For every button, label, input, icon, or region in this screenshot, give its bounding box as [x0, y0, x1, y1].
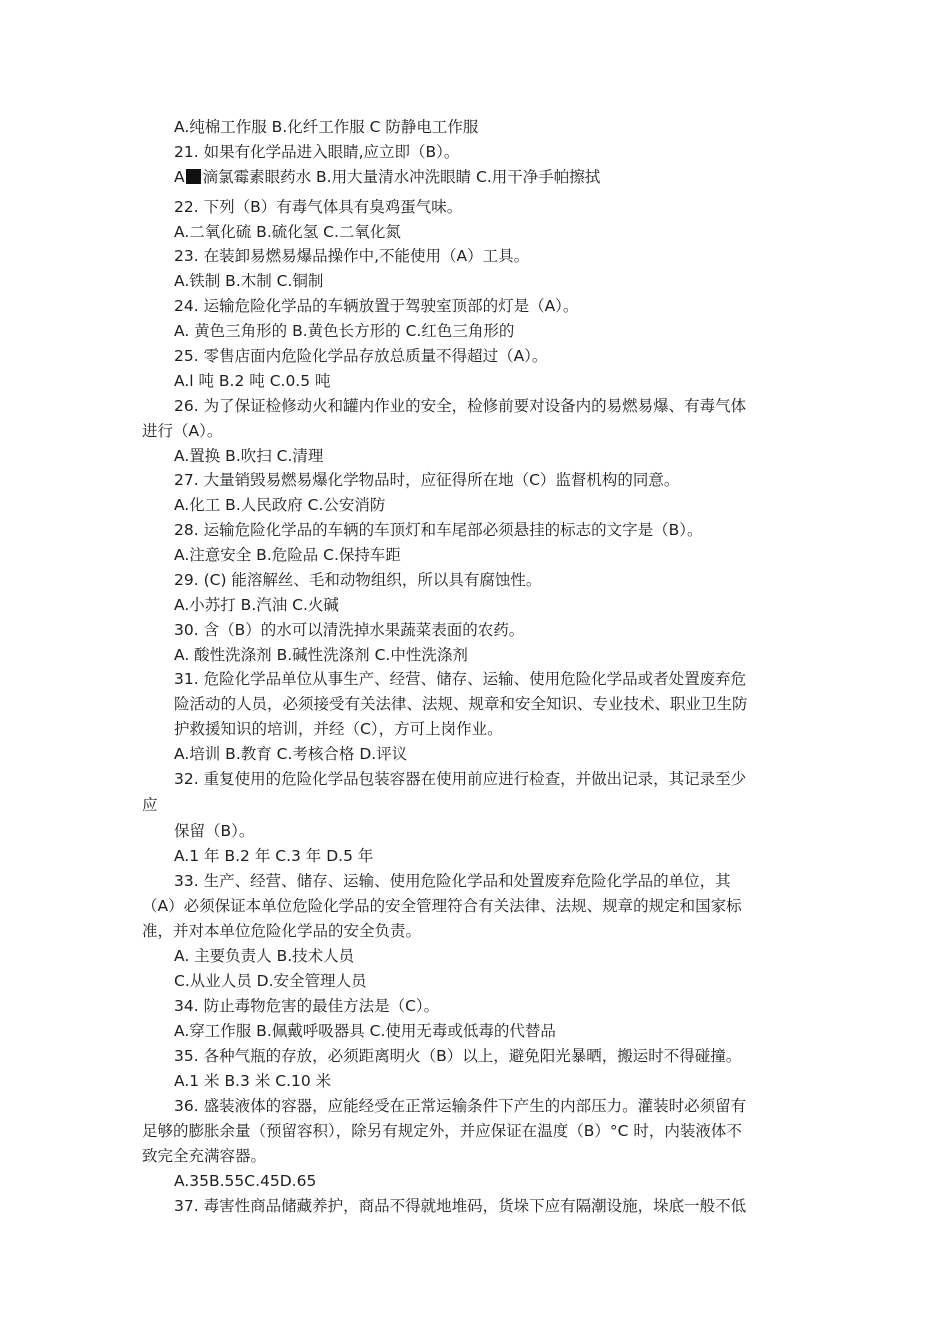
q22-options: A.二氧化硫 B.硫化氢 C.二氧化氮	[174, 223, 401, 241]
q21-options	[174, 167, 600, 187]
q31-question-line2: 险活动的人员，必须接受有关法律、法规、规章和安全知识、专业技术、职业卫生防	[174, 695, 748, 713]
q21-option-prefix: A	[174, 168, 185, 186]
q30-question: 30. 含（B）的水可以清洗掉水果蔬菜表面的农药。	[174, 621, 525, 639]
q29-options: A.小苏打 B.汽油 C.火碱	[174, 596, 339, 614]
q30-options: A. 酸性洗涤剂 B.碱性洗涤剂 C.中性洗涤剂	[174, 646, 468, 664]
q33-question-line3: 准，并对本单位危险化学品的安全负责。	[142, 922, 422, 940]
q26-question-line1: 26. 为了保证检修动火和罐内作业的安全，检修前要对设备内的易燃易爆、有毒气体	[174, 397, 747, 415]
q26-question-line2: 进行（A）。	[142, 422, 223, 440]
q28-options: A.注意安全 B.危险品 C.保持车距	[174, 546, 401, 564]
q26-options: A.置换 B.吹扫 C.清理	[174, 447, 324, 465]
q34-question: 34. 防止毒物危害的最佳方法是（C）。	[174, 997, 440, 1015]
q36-question-line2: 足够的膨胀余量（预留容积），除另有规定外，并应保证在温度（B）°C 时，内装液体不	[142, 1122, 742, 1140]
q31-question-line1: 31. 危险化学品单位从事生产、经营、储存、运输、使用危险化学品或者处置废弃危	[174, 670, 747, 688]
q36-question-line1: 36. 盛装液体的容器，应能经受在正常运输条件下产生的内部压力。灌装时必须留有	[174, 1097, 747, 1115]
q35-options: A.1 米 B.3 米 C.10 米	[174, 1072, 332, 1090]
q33-question-line2: （A）必须保证本单位危险化学品的安全管理符合有关法律、法规、规章的规定和国家标	[142, 897, 742, 915]
q24-options: A. 黄色三角形的 B.黄色长方形的 C.红色三角形的	[174, 322, 515, 340]
q21-question: 21. 如果有化学品进入眼睛,应立即（B）。	[174, 143, 460, 161]
q36-question-line3: 致完全充满容器。	[142, 1147, 267, 1165]
q35-question: 35. 各种气瓶的存放，必须距离明火（B）以上，避免阳光暴晒，搬运时不得碰撞。	[174, 1047, 742, 1065]
q21-option-text: 滴氯霉素眼药水 B.用大量清水冲洗眼睛 C.用干净手帕擦拭	[202, 168, 601, 186]
q33-question-line1: 33. 生产、经营、储存、运输、使用危险化学品和处置废弃危险化学品的单位，其	[174, 872, 731, 890]
q36-options: A.35B.55C.45D.65	[174, 1172, 317, 1190]
q22-question: 22. 下列（B）有毒气体具有臭鸡蛋气味。	[174, 198, 463, 216]
q27-options: A.化工 B.人民政府 C.公安消防	[174, 496, 386, 514]
q32-question-line2: 应	[142, 796, 158, 814]
q31-question-line3: 护救援知识的培训，并经（C），方可上岗作业。	[174, 720, 503, 738]
q23-question: 23. 在装卸易燃易爆品操作中,不能使用（A）工具。	[174, 247, 530, 265]
q23-options: A.铁制 B.木制 C.铜制	[174, 272, 324, 290]
black-square-icon	[186, 169, 201, 184]
q29-question: 29. (C) 能溶解丝、毛和动物组织，所以具有腐蚀性。	[174, 571, 542, 589]
q32-question-line1: 32. 重复使用的危险化学品包装容器在使用前应进行检查，并做出记录，其记录至少	[174, 770, 747, 788]
q37-question-line1: 37. 毒害性商品储藏养护，商品不得就地堆码，货垛下应有隔潮设施，垛底一般不低	[174, 1197, 747, 1215]
q33-options-line2: C.从业人员 D.安全管理人员	[174, 972, 367, 990]
q28-question: 28. 运输危险化学品的车辆的车顶灯和车尾部必须悬挂的标志的文字是（B）。	[174, 521, 703, 539]
q34-options: A.穿工作服 B.佩戴呼吸器具 C.使用无毒或低毒的代替品	[174, 1022, 556, 1040]
q32-options: A.1 年 B.2 年 C.3 年 D.5 年	[174, 847, 374, 865]
q25-question: 25. 零售店面内危险化学品存放总质量不得超过（A）。	[174, 347, 548, 365]
q25-options: A.l 吨 B.2 吨 C.0.5 吨	[174, 372, 331, 390]
q32-question-line3: 保留（B）。	[174, 822, 255, 840]
q27-question: 27. 大量销毁易燃易爆化学物品时，应征得所在地（C）监督机构的同意。	[174, 471, 680, 489]
q24-question: 24. 运输危险化学品的车辆放置于驾驶室顶部的灯是（A）。	[174, 297, 579, 315]
q20-options: A.纯棉工作服 B.化纤工作服 C 防静电工作服	[174, 118, 479, 136]
q31-options: A.培训 B.教育 C.考核合格 D.评议	[174, 745, 408, 763]
q33-options-line1: A. 主要负责人 B.技术人员	[174, 947, 355, 965]
